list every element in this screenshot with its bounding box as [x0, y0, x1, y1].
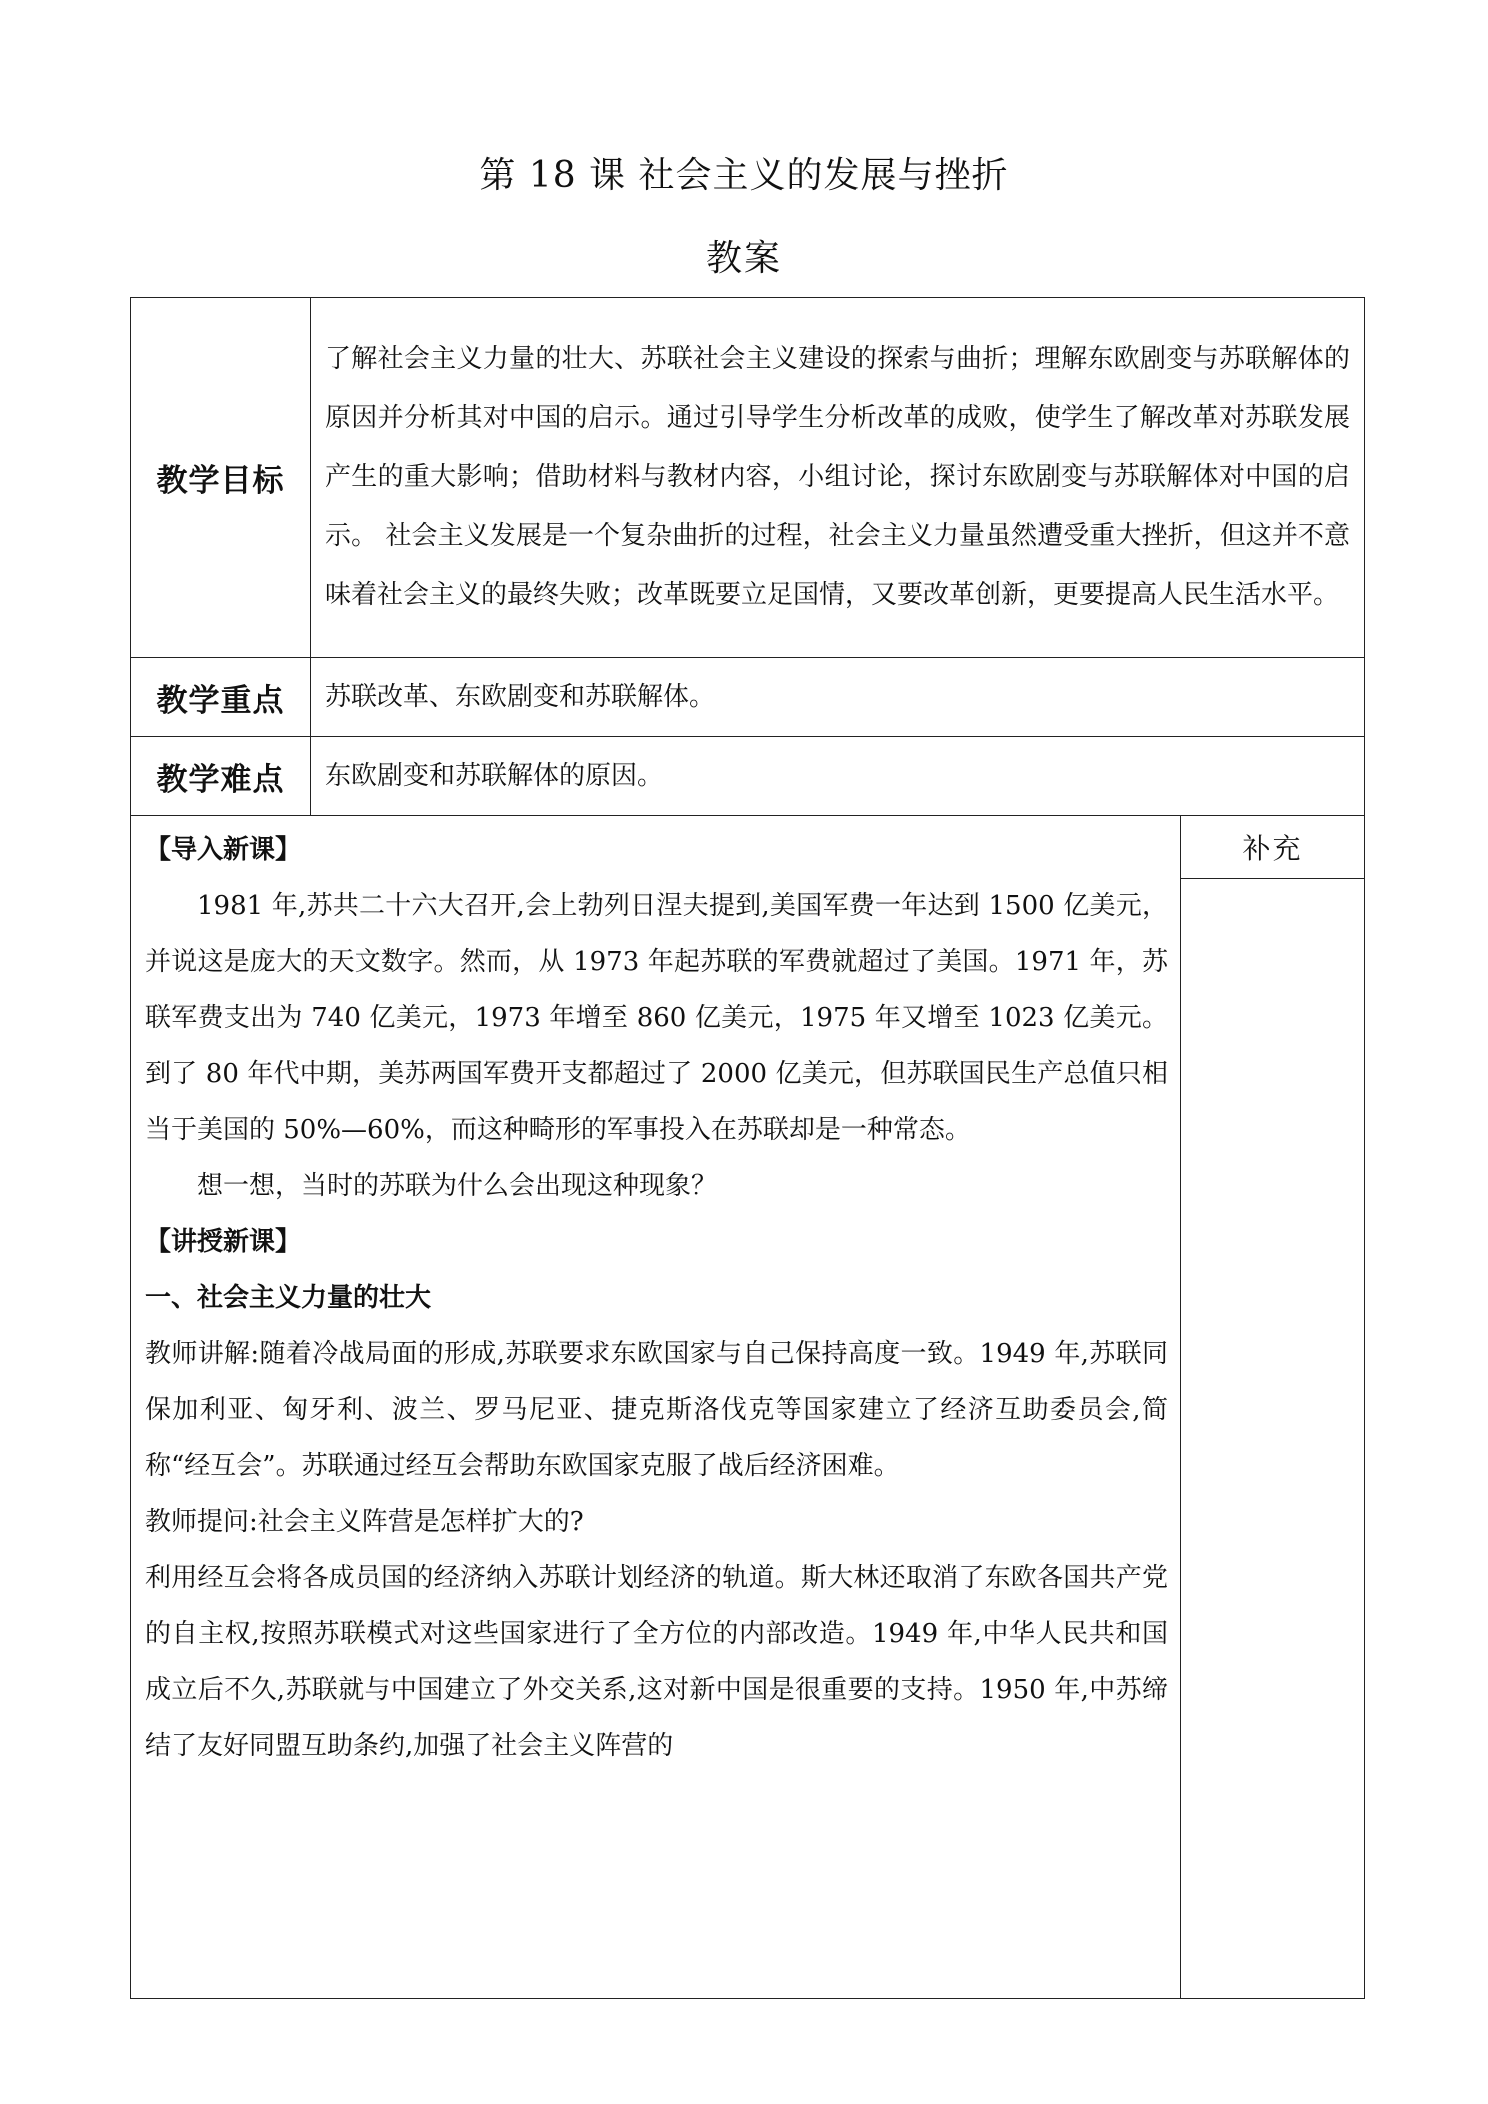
teacher-question: 教师提问:社会主义阵营是怎样扩大的?	[145, 1507, 584, 1537]
objective-text: 了解社会主义力量的壮大、苏联社会主义建设的探索与曲折；理解东欧剧变与苏联解体的原因并分析其对中国的启示。通过引导学生分析改革的成败，使学生了解改革对苏联发展产生的重大影响；借助材料与教材内容，小组讨论，探讨东欧剧变与苏联解体对中国的启示。 社会主义发展是一个复杂曲折的过程，社会主义力量虽然遭受重大挫折，但这并不意味着社会主义的最终失败；改革既要立足国情，又要改革创新，更要提高人民生活水平。	[311, 298, 1365, 658]
intro-question: 想一想，当时的苏联为什么会出现这种现象？	[197, 1171, 718, 1201]
intro-paragraph: 1981 年,苏共二十六大召开,会上勃列日涅夫提到,美国军费一年达到 1500 亿美元，并说这是庞大的天文数字。然而，从 1973 年起苏联的军费就超过了美国。1971 年，苏联军费支出为 740 亿美元，1973 年增至 860 亿美元，1975 年又增至 1023 亿美元。到了 80 年代中期，美苏两国军费开支都超过了 2000 亿美元，但苏联国民生产总值只相当于美国的 50%—60%，而这种畸形的军事投入在苏联却是一种常态。	[145, 891, 1168, 1145]
content-row	[131, 816, 1365, 1999]
supplement-label: 补充	[1181, 816, 1364, 879]
key-point-label: 教学重点	[131, 658, 311, 737]
lesson-plan-table	[130, 297, 1365, 1999]
objective-label: 教学目标	[131, 298, 311, 658]
difficulty-label: 教学难点	[131, 737, 311, 816]
difficulty-text: 东欧剧变和苏联解体的原因。	[311, 737, 1365, 816]
answer-paragraph: 利用经互会将各成员国的经济纳入苏联计划经济的轨道。斯大林还取消了东欧各国共产党的自主权,按照苏联模式对这些国家进行了全方位的内部改造。1949 年,中华人民共和国成立后不久,苏联就与中国建立了外交关系,这对新中国是很重要的支持。1950 年,中苏缔结了友好同盟互助条约,加强了社会主义阵营的	[145, 1563, 1168, 1761]
difficulty-row	[131, 737, 1365, 816]
intro-heading: 【导入新课】	[145, 835, 302, 865]
objective-row	[131, 298, 1365, 658]
lecture-heading: 【讲授新课】	[145, 1227, 302, 1257]
page-subtitle: 教案	[705, 238, 782, 279]
key-point-text: 苏联改革、东欧剧变和苏联解体。	[311, 658, 1365, 737]
supplement-column	[1181, 816, 1365, 1999]
key-point-row	[131, 658, 1365, 737]
lesson-content	[131, 816, 1181, 1999]
section-title: 一、社会主义力量的壮大	[145, 1283, 432, 1313]
page-title: 第 18 课 社会主义的发展与挫折	[479, 155, 1009, 196]
teacher-explanation: 教师讲解:随着冷战局面的形成,苏联要求东欧国家与自己保持高度一致。1949 年,苏联同保加利亚、匈牙利、波兰、罗马尼亚、捷克斯洛伐克等国家建立了经济互助委员会,简称“经互会”。苏联通过经互会帮助东欧国家克服了战后经济困难。	[145, 1339, 1168, 1481]
